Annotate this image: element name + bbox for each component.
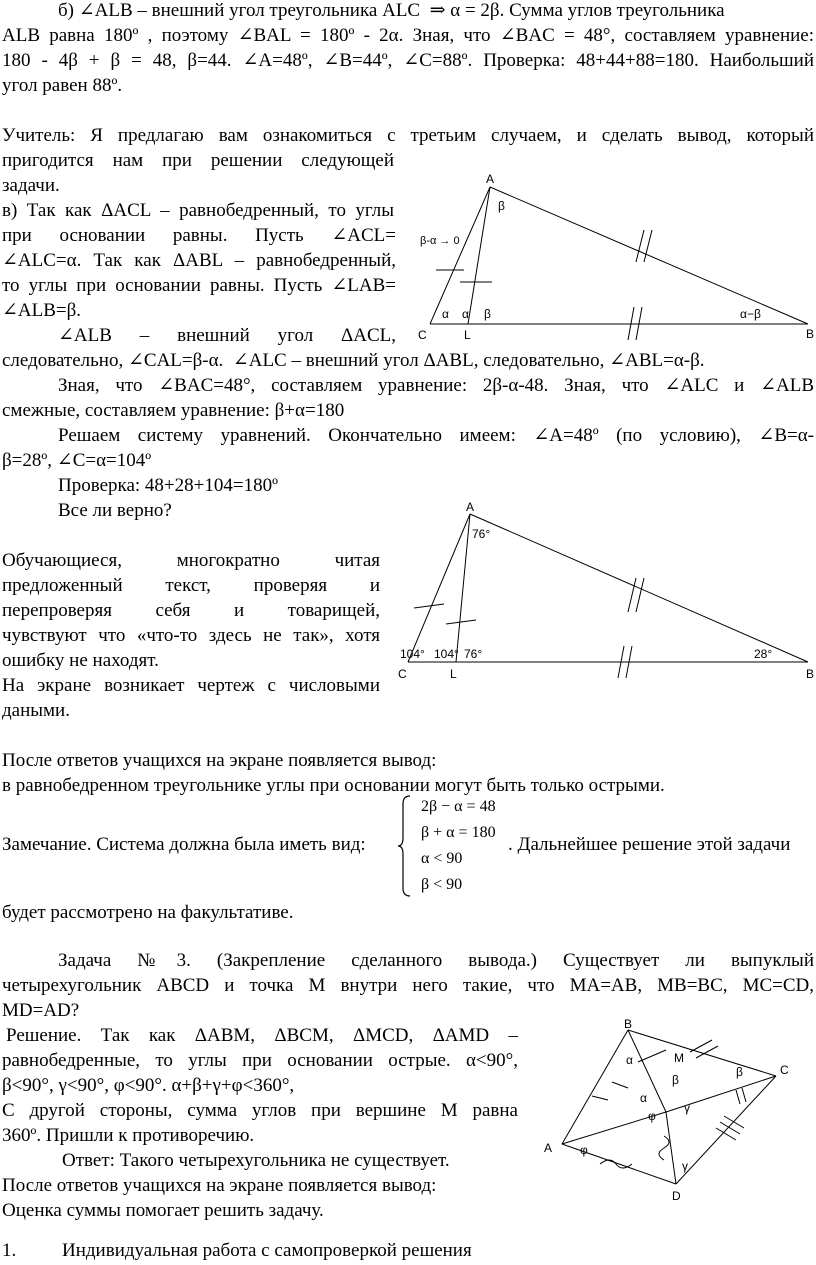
angle-alpha-2: α (640, 1091, 647, 1105)
side-ab (470, 514, 808, 662)
task3-conclusion-2: Оценка суммы помогает решить задачу. (2, 1200, 324, 1221)
angle-alpha-l: α (462, 307, 469, 321)
part-v-line-6: ∠ALB – внешний угол ΔACL, (58, 325, 396, 346)
footer-text: Индивидуальная работа с самопроверкой решения (62, 1240, 472, 1261)
part-b-line-4: угол равен 88º. (2, 75, 123, 96)
remark-continuation: будет рассмотрено на факультативе. (2, 902, 294, 923)
angle-beta-l: β (484, 307, 491, 321)
part-v-line-12: Проверка: 48+28+104=180º (58, 475, 278, 496)
tick-bm (638, 1050, 666, 1062)
label-a: A (466, 500, 475, 514)
system-eq-3: α < 90 (421, 850, 463, 867)
figure-3-quadrilateral (540, 1018, 800, 1218)
tick-al (446, 620, 476, 624)
part-v-line-2: при основании равны. Пусть ∠ACL= (2, 225, 396, 246)
side-ac (430, 187, 490, 324)
students-line-1: Обучающиеся, многократно читая (2, 550, 380, 571)
task3-answer: Ответ: Такого четырехугольника не существует. (62, 1150, 450, 1171)
label-b: B (624, 1017, 633, 1031)
tick-ab (592, 1096, 608, 1100)
students-line-3: перепроверяя себя и товарищей, (2, 600, 380, 621)
angle-alpha-1: α (626, 1053, 633, 1067)
task3-solution-3: β<90°, γ<90°, φ<90°. α+β+γ+φ<360°, (2, 1075, 295, 1096)
task3-line-3: MD=AD? (2, 1000, 80, 1021)
part-v-line-10: Решаем систему уравнений. Окончательно имеем: ∠A=48º (по условию), ∠B=α- (58, 425, 814, 446)
segment-dm (666, 1112, 676, 1184)
angle-beta-1: β (672, 1073, 679, 1087)
remark-after: . Дальнейшее решение этой задачи (508, 834, 791, 855)
angle-alpha-minus-beta: α−β (740, 307, 761, 321)
segment-bm (628, 1030, 666, 1112)
part-v-line-5: ∠ALB=β. (2, 300, 82, 321)
footer-number: 1. (2, 1240, 17, 1261)
students-line-2: предложенный текст, проверяя и (2, 575, 380, 596)
tick-ab-2 (636, 578, 644, 612)
tick-md (659, 1136, 669, 1160)
task3-line-1: Задача №3. (Закрепление сделанного вывода.) Существует ли выпуклый (58, 950, 814, 971)
system-eq-2: β + α = 180 (421, 824, 496, 841)
label-l: L (464, 328, 471, 342)
teacher-line-1: Учитель: Я предлагаю вам ознакомиться с третьим случаем, и сделать вывод, который (2, 125, 814, 146)
angle-gamma-1: γ (684, 1101, 690, 1115)
segment-al (456, 514, 470, 662)
system-eq-4: β < 90 (421, 876, 463, 893)
part-v-line-3: ∠ALC=α. Так как ΔABL – равнобедренный, (2, 250, 396, 271)
task3-solution-2: равнобедренные, то углы при основании острые. α<90°, (2, 1050, 518, 1071)
part-v-line-8: Зная, что ∠BAC=48°, составляем уравнение: 2β-α-48. Зная, что ∠ALC и ∠ALB (58, 375, 814, 396)
part-v-line-13: Все ли верно? (58, 500, 172, 521)
task3-solution-5: 360º. Пришли к противоречию. (2, 1125, 255, 1146)
label-c: C (780, 1063, 789, 1077)
conclusion1-line-1: После ответов учащихся на экране появляется вывод: (2, 750, 437, 771)
label-l: L (450, 667, 457, 681)
angle-alpha-c: α (442, 307, 449, 321)
part-v-line-4: то углы при основании равны. Пусть ∠LAB= (2, 275, 396, 296)
tick-ab-1 (628, 578, 636, 612)
label-a: A (544, 1141, 553, 1155)
angle-beta-2: β (736, 1065, 743, 1079)
part-v-line-11: β=28º, ∠C=α=104º (2, 450, 152, 471)
angle-c-value: 104° (400, 647, 425, 661)
part-v-line-1: в) Так как ΔACL – равнобедренный, то углы (2, 200, 394, 221)
label-b: B (806, 667, 815, 681)
angle-a-value: 76° (472, 527, 491, 541)
side-ab (490, 187, 808, 324)
students-line-5: ошибку не находят. (2, 650, 159, 671)
label-b: B (806, 327, 815, 341)
students-line-7: даными. (2, 700, 70, 721)
angle-beta-minus-alpha: β-α → 0 (420, 235, 460, 247)
tick-ad (600, 1160, 632, 1168)
tick-am (612, 1082, 628, 1088)
label-c: C (398, 667, 407, 681)
segment-al (468, 187, 490, 324)
part-v-line-7: следовательно, ∠CAL=β-α. ∠ALC – внешний угол ΔABL, следовательно, ∠ABL=α-β. (2, 350, 705, 371)
teacher-line-2: пригодится нам при решении следующей (2, 150, 394, 171)
tick-ab-1 (636, 230, 644, 262)
angle-l2-value: 76° (464, 647, 483, 661)
label-c: C (418, 328, 427, 342)
angle-phi-2: φ (580, 1143, 588, 1157)
task3-conclusion-1: После ответов учащихся на экране появляется вывод: (2, 1175, 437, 1196)
label-a: A (486, 172, 495, 186)
figure-1-triangle (410, 172, 814, 342)
task3-solution-4: С другой стороны, сумма углов при вершине M равна (2, 1100, 518, 1121)
part-b-line-2: ALB равна 180º , поэтому ∠BAL = 180º - 2α. Зная, что ∠BAC = 48°, составляем уравнение: (2, 25, 814, 46)
part-b-line-3: 180 - 4β + β = 48, β=44. ∠A=48º, ∠B=44º, ∠C=88º. Проверка: 48+44+88=180. Наибольший (2, 50, 814, 71)
label-m: M (674, 1051, 684, 1065)
side-ac (408, 514, 470, 662)
angle-b-value: 28° (754, 647, 773, 661)
tick-cm-1 (736, 1090, 740, 1104)
remark-before: Замечание. Система должна была иметь вид: (2, 834, 366, 855)
angle-beta-a: β (498, 199, 505, 213)
system-eq-1: 2β − α = 48 (421, 798, 496, 815)
tick-ab-2 (644, 230, 652, 262)
task3-line-2: четырехугольник ABCD и точка M внутри него такие, что MA=AB, MB=BC, MC=CD, (2, 975, 814, 996)
students-line-4: чувствуют что «что-то здесь не так», хотя (2, 625, 380, 646)
conclusion1-line-2: в равнобедренном треугольнике углы при основании могут быть только острыми. (2, 775, 665, 796)
system-brace (398, 794, 412, 898)
teacher-line-3: задачи. (2, 175, 60, 196)
part-v-line-9: смежные, составляем уравнение: β+α=180 (2, 400, 345, 421)
label-d: D (672, 1189, 681, 1203)
side-bc (628, 1030, 776, 1076)
figure-2-triangle (396, 500, 814, 680)
tick-bc-1 (690, 1040, 712, 1052)
students-line-6: На экране возникает чертеж с числовыми (2, 675, 380, 696)
tick-cm-2 (742, 1088, 746, 1102)
part-b-line-1: б) ∠ALB – внешний угол треугольника ALC ⇒ α = 2β. Сумма углов треугольника (58, 0, 725, 21)
angle-gamma-2: γ (682, 1159, 688, 1173)
angle-l1-value: 104° (434, 647, 459, 661)
angle-phi-1: φ (648, 1109, 656, 1123)
task3-solution-1: Решение. Так как ΔABM, ΔBCM, ΔMCD, ΔAMD – (6, 1025, 518, 1046)
tick-ac (414, 604, 444, 608)
